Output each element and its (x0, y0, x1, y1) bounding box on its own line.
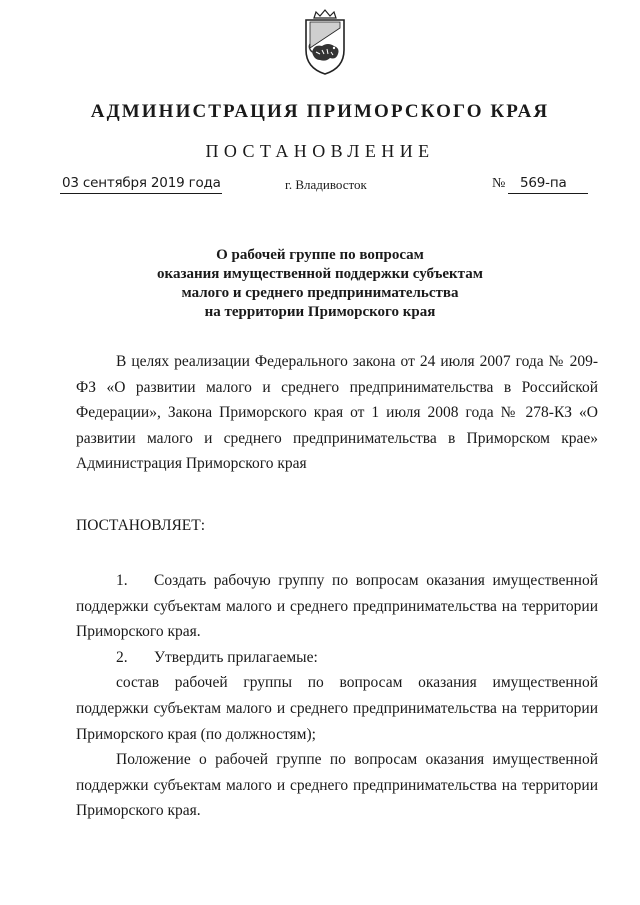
date-underline (60, 193, 222, 194)
number-sign: № (492, 176, 506, 191)
item-text: Создать рабочую группу по вопросам оказания имущественной поддержки субъектам малого и среднего предпринимательства на территории Приморского края. (76, 572, 598, 641)
preamble-block (76, 349, 598, 477)
item-number: 1. (116, 572, 128, 589)
heading-line: О рабочей группе по вопросам (216, 247, 424, 263)
preamble-paragraph: В целях реализации Федерального закона от 24 июля 2007 года № 209-ФЗ «О развитии малого и среднего предпринимательства в Российской Федерации», Закона Приморского края от 1 июля 2008 года № 278-КЗ «О развитии малого и среднего предпринимательства в Приморском крае» Администрация Приморского края (76, 353, 598, 473)
document-number: 569-па (520, 175, 567, 191)
item-number: 2. (116, 648, 128, 666)
heading-line: на территории Приморского края (204, 304, 436, 320)
resolves-heading: ПОСТАНОВЛЯЕТ: (76, 517, 206, 534)
items-block (76, 568, 598, 824)
document-city: г. Владивосток (285, 177, 367, 192)
heading-line: малого и среднего предпринимательства (181, 285, 459, 301)
number-underline (508, 193, 588, 194)
item-text: Утвердить прилагаемые: (154, 648, 318, 666)
organization-title: АДМИНИСТРАЦИЯ ПРИМОРСКОГО КРАЯ (90, 101, 550, 122)
coat-of-arms-icon (300, 8, 350, 76)
list-item (76, 645, 598, 671)
heading-line: оказания имущественной поддержки субъектам (157, 266, 483, 282)
sub-item: Положение о рабочей группе по вопросам оказания имущественной поддержки субъектам малого и среднего предпринимательства на территории Приморского края. (76, 751, 598, 820)
document-heading (0, 246, 640, 322)
document-date: 03 сентября 2019 года (62, 175, 221, 191)
document-type: ПОСТАНОВЛЕНИЕ (205, 141, 435, 161)
sub-item: состав рабочей группы по вопросам оказания имущественной поддержки субъектам малого и среднего предпринимательства на территории Приморского края (по должностям); (76, 674, 598, 743)
list-item (76, 568, 598, 645)
